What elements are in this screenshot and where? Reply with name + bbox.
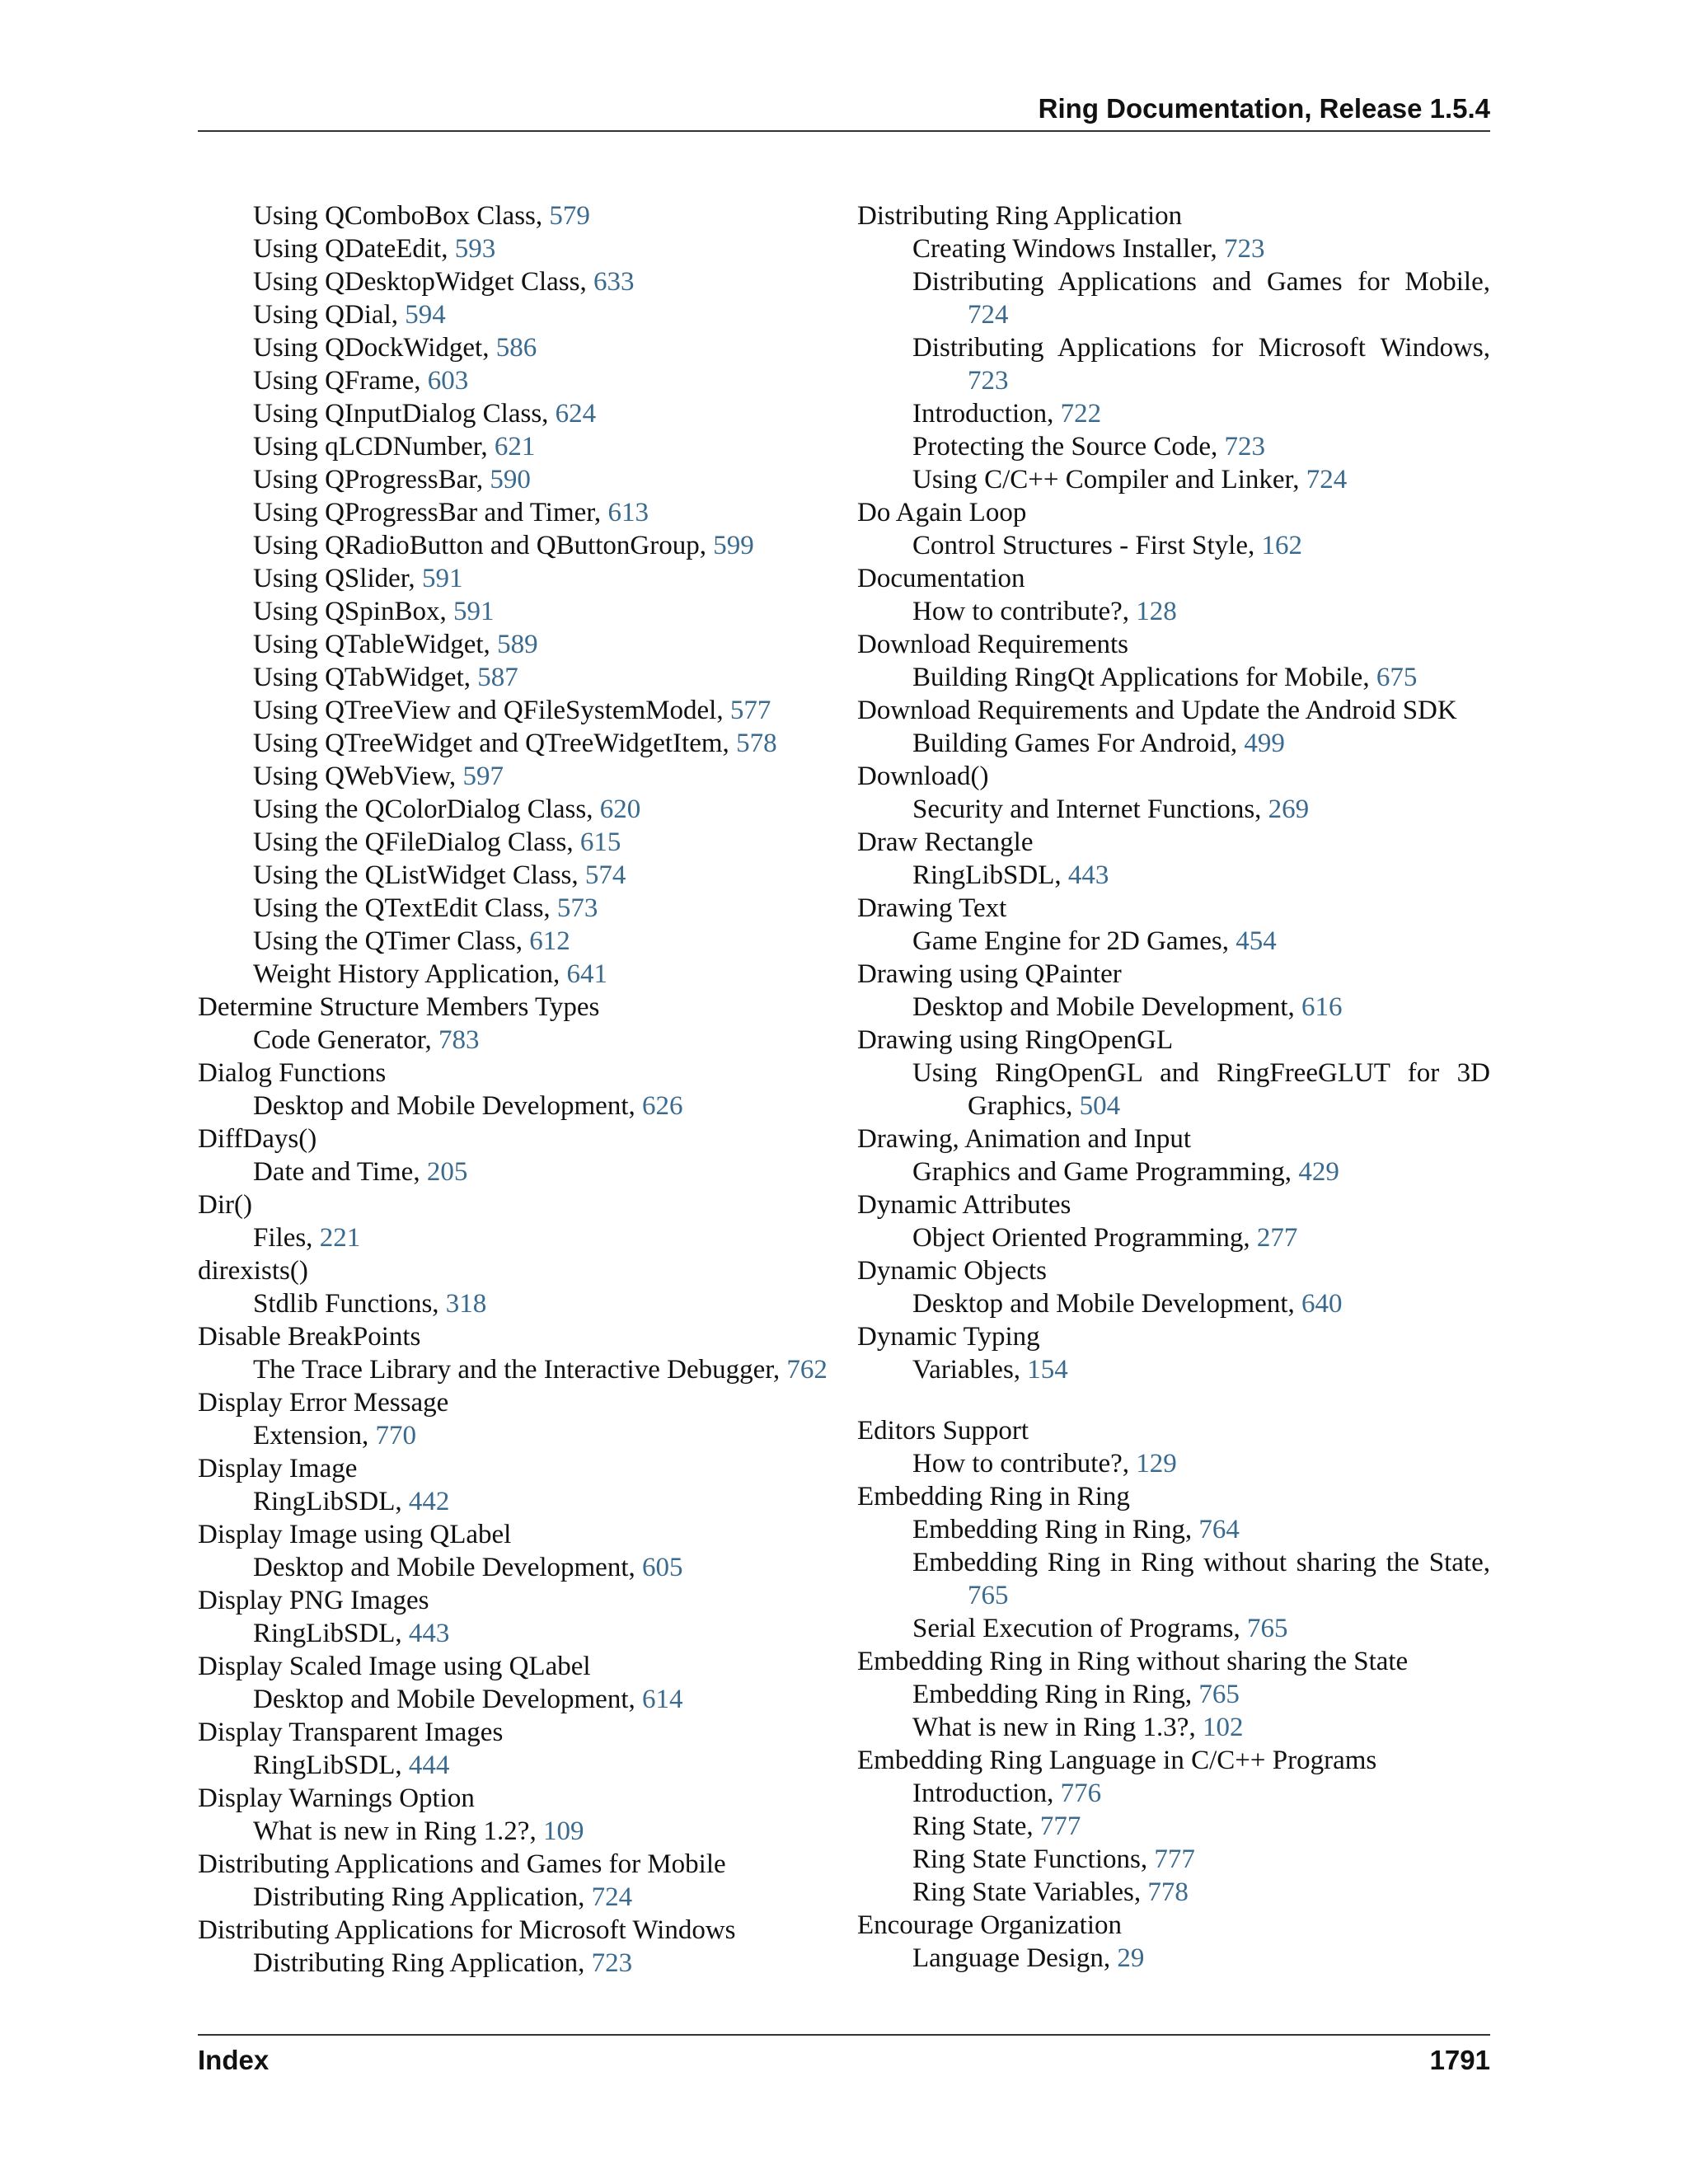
page-link[interactable]: 724 <box>1306 465 1348 494</box>
index-entry-text: Using QInputDialog Class, <box>253 399 556 429</box>
index-entry-text: Display Image using QLabel <box>198 1520 512 1549</box>
page-link[interactable]: 723 <box>591 1948 633 1978</box>
page-link[interactable]: 591 <box>452 597 495 626</box>
index-term <box>198 1452 839 1485</box>
header-rule <box>198 130 1490 132</box>
index-entry-text: Ring State Functions, <box>912 1844 1155 1874</box>
page-link[interactable]: 318 <box>445 1289 487 1319</box>
index-subentry <box>198 694 839 727</box>
page-link[interactable]: 205 <box>426 1157 468 1187</box>
index-entry-text: Display Warnings Option <box>198 1783 475 1813</box>
index-term <box>857 1024 1490 1057</box>
page-link[interactable]: 573 <box>556 893 598 923</box>
index-entry-text: Using qLCDNumber, <box>253 432 495 462</box>
index-entry-text: Distributing Ring Application <box>857 201 1183 231</box>
index-term <box>857 1254 1490 1287</box>
index-entry-text: Embedding Ring in Ring without sharing the State, <box>912 1548 1490 1577</box>
index-subentry <box>857 1711 1490 1744</box>
index-entry-text: Using QTreeView and QFileSystemModel, <box>253 696 730 725</box>
index-entry-text: Distributing Applications for Microsoft Windows, <box>912 333 1490 363</box>
index-subentry <box>198 1881 839 1914</box>
index-term <box>198 1254 839 1287</box>
index-term <box>857 1414 1490 1447</box>
index-entry-text: Using QDateEdit, <box>253 234 455 264</box>
index-entry-text: RingLibSDL, <box>253 1619 409 1648</box>
index-entry-text: Dynamic Attributes <box>857 1190 1071 1220</box>
index-term <box>198 1320 839 1353</box>
index-entry-text: Control Structures - First Style, <box>912 531 1262 560</box>
index-entry-text: Using QWebView, <box>253 762 463 791</box>
index-entry-text: Files, <box>253 1223 320 1253</box>
index-subentry <box>198 562 839 595</box>
index-term <box>857 760 1490 793</box>
index-term <box>198 1782 839 1815</box>
page-link[interactable]: 269 <box>1268 794 1310 824</box>
page-link[interactable]: 577 <box>729 696 771 725</box>
index-term <box>857 826 1490 859</box>
index-term <box>857 892 1490 925</box>
page-link[interactable]: 579 <box>549 201 590 231</box>
index-subentry <box>857 859 1490 892</box>
index-subentry <box>857 1057 1490 1122</box>
index-term <box>857 1188 1490 1221</box>
index-subentry <box>857 1777 1490 1810</box>
index-subentry <box>198 1947 839 1980</box>
page-link[interactable]: 723 <box>968 366 1009 396</box>
index-entry-text: direxists() <box>198 1256 308 1286</box>
page-link[interactable]: 442 <box>408 1487 450 1516</box>
running-header-title: Ring Documentation, Release 1.5.4 <box>1038 93 1490 124</box>
index-subentry <box>198 859 839 892</box>
index-subentry <box>198 628 839 661</box>
index-entry-text: Using QDockWidget, <box>253 333 496 363</box>
page-link[interactable]: 162 <box>1261 531 1302 560</box>
index-entry-text: Distributing Ring Application, <box>253 1948 592 1978</box>
index-entry-text: What is new in Ring 1.2?, <box>253 1816 543 1846</box>
index-entry-text: Introduction, <box>912 399 1061 429</box>
index-subentry <box>857 595 1490 628</box>
page-link[interactable]: 615 <box>579 827 621 857</box>
index-entry-text: Using QComboBox Class, <box>253 201 550 231</box>
index-subentry <box>198 331 839 364</box>
index-subentry <box>198 760 839 793</box>
index-term <box>857 199 1490 232</box>
index-entry-text: Using QSpinBox, <box>253 597 453 626</box>
index-subentry <box>198 1024 839 1057</box>
index-term <box>198 1057 839 1090</box>
index-entry-text: RingLibSDL, <box>912 860 1068 890</box>
page-link[interactable]: 778 <box>1147 1877 1189 1907</box>
page-link[interactable]: 777 <box>1039 1811 1081 1841</box>
index-subentry <box>198 1485 839 1518</box>
page-link[interactable]: 764 <box>1198 1515 1240 1544</box>
index-subentry <box>198 1617 839 1650</box>
index-entry-text: Encourage Organization <box>857 1910 1123 1940</box>
index-term <box>857 562 1490 595</box>
index-term <box>857 958 1490 991</box>
index-subentry <box>198 826 839 859</box>
page-link[interactable]: 616 <box>1301 992 1343 1022</box>
index-entry-text: Determine Structure Members Types <box>198 992 600 1022</box>
index-entry-text: Ring State Variables, <box>912 1877 1148 1907</box>
index-entry-text: Dynamic Objects <box>857 1256 1048 1286</box>
index-subentry <box>857 430 1490 463</box>
index-subentry <box>198 232 839 265</box>
index-entry-text: Security and Internet Functions, <box>912 794 1268 824</box>
index-entry-text: Protecting the Source Code, <box>912 432 1225 462</box>
page-link[interactable]: 154 <box>1027 1355 1068 1385</box>
index-term <box>857 496 1490 529</box>
index-subentry <box>198 397 839 430</box>
index-entry-text: Desktop and Mobile Development, <box>912 992 1301 1022</box>
index-subentry <box>857 925 1490 958</box>
index-entry-text: Dir() <box>198 1190 252 1220</box>
index-subentry <box>857 463 1490 496</box>
index-term <box>198 1188 839 1221</box>
index-subentry <box>857 1810 1490 1843</box>
index-subentry <box>198 595 839 628</box>
index-subentry <box>198 925 839 958</box>
index-entry-text: Language Design, <box>912 1943 1118 1973</box>
index-entry-text: Embedding Ring in Ring <box>857 1482 1130 1511</box>
page-link[interactable]: 770 <box>375 1421 416 1451</box>
page-link[interactable]: 722 <box>1060 399 1102 429</box>
index-subentry <box>198 1683 839 1716</box>
page-link[interactable]: 614 <box>642 1685 683 1714</box>
footer-page-number: 1791 <box>1429 2045 1490 2075</box>
page-link[interactable]: 762 <box>786 1355 828 1385</box>
index-term <box>857 1122 1490 1155</box>
page-link[interactable]: 620 <box>599 794 641 824</box>
index-entry-text: Ring State, <box>912 1811 1040 1841</box>
index-entry-text: Documentation <box>857 564 1025 593</box>
index-entry-text: RingLibSDL, <box>253 1487 409 1516</box>
index-entry-text: Download() <box>857 762 989 791</box>
index-entry-text: Using the QFileDialog Class, <box>253 827 580 857</box>
page-link[interactable]: 504 <box>1079 1091 1121 1121</box>
index-subentry <box>198 364 839 397</box>
index-entry-text: Using QTreeWidget and QTreeWidgetItem, <box>253 729 737 758</box>
index-entry-text: Embedding Ring in Ring, <box>912 1515 1199 1544</box>
index-subentry <box>198 793 839 826</box>
page-link[interactable]: 578 <box>736 729 777 758</box>
page-link[interactable]: 765 <box>1198 1680 1240 1709</box>
page-link[interactable]: 499 <box>1244 729 1285 758</box>
index-subentry <box>857 1843 1490 1876</box>
index-entry-text: Display Error Message <box>198 1388 449 1418</box>
index-column-left <box>198 199 839 1980</box>
page-link[interactable]: 597 <box>462 762 504 791</box>
index-term <box>198 1650 839 1683</box>
page-link[interactable]: 765 <box>1247 1614 1288 1643</box>
page-link[interactable]: 129 <box>1136 1449 1177 1479</box>
index-subentry <box>857 1546 1490 1612</box>
index-subentry <box>198 958 839 991</box>
index-subentry <box>198 1090 839 1122</box>
index-entry-text: Do Again Loop <box>857 498 1027 527</box>
page-link[interactable]: 626 <box>642 1091 683 1121</box>
index-subentry <box>198 463 839 496</box>
index-subentry <box>198 1419 839 1452</box>
index-entry-text: Dialog Functions <box>198 1058 387 1088</box>
index-entry-text: Drawing Text <box>857 893 1007 923</box>
index-subentry <box>857 1942 1490 1975</box>
index-subentry <box>857 1155 1490 1188</box>
index-entry-text: Distributing Applications and Games for Mobile <box>198 1849 726 1879</box>
index-subentry <box>198 727 839 760</box>
index-entry-text: Distributing Applications for Microsoft Windows <box>198 1915 736 1945</box>
index-entry-text: Embedding Ring Language in C/C++ Programs <box>857 1746 1377 1775</box>
index-entry-text: Code Generator, <box>253 1025 439 1055</box>
index-term <box>198 1584 839 1617</box>
index-entry-text: DiffDays() <box>198 1124 317 1154</box>
index-entry-text: Desktop and Mobile Development, <box>912 1289 1301 1319</box>
index-subentry <box>857 727 1490 760</box>
index-term <box>857 1909 1490 1942</box>
page-link[interactable]: 723 <box>1224 432 1266 462</box>
footer-section-label: Index <box>198 2045 270 2075</box>
page-link[interactable]: 109 <box>542 1816 584 1846</box>
index-entry-text: Serial Execution of Programs, <box>912 1614 1247 1643</box>
index-entry-text: Draw Rectangle <box>857 827 1034 857</box>
index-entry-text: Graphics and Game Programming, <box>912 1157 1299 1187</box>
index-entry-text: Drawing using QPainter <box>857 959 1122 989</box>
index-subentry <box>198 1221 839 1254</box>
page-link[interactable]: 443 <box>1067 860 1109 890</box>
index-entry-text: Embedding Ring in Ring, <box>912 1680 1199 1709</box>
index-entry-text: Display Scaled Image using QLabel <box>198 1652 591 1681</box>
index-entry-text: Extension, <box>253 1421 376 1451</box>
page-link[interactable]: 590 <box>490 465 531 494</box>
page-link[interactable]: 277 <box>1256 1223 1298 1253</box>
index-entry-text: Creating Windows Installer, <box>912 234 1225 264</box>
index-entry-text: Distributing Applications and Games for Mobile, <box>912 267 1490 297</box>
page-link[interactable]: 587 <box>477 663 518 692</box>
page-link[interactable]: 612 <box>529 926 570 956</box>
page-link[interactable]: 429 <box>1298 1157 1339 1187</box>
index-entry-text: Introduction, <box>912 1779 1061 1808</box>
index-entry-text: Using the QTimer Class, <box>253 926 530 956</box>
page-link[interactable]: 599 <box>713 531 754 560</box>
index-term <box>857 1645 1490 1678</box>
index-subentry <box>198 1815 839 1848</box>
page-link[interactable]: 589 <box>497 630 538 659</box>
index-entry-text: Using QProgressBar and Timer, <box>253 498 608 527</box>
index-subentry <box>857 232 1490 265</box>
index-term <box>198 1848 839 1881</box>
index-entry-text: Using QProgressBar, <box>253 465 490 494</box>
index-entry-text: What is new in Ring 1.3?, <box>912 1713 1203 1742</box>
index-subentry <box>857 1876 1490 1909</box>
index-letter-gap <box>857 1386 1490 1414</box>
index-entry-text: Display Image <box>198 1454 358 1483</box>
index-entry-text: Using the QListWidget Class, <box>253 860 585 890</box>
index-subentry <box>857 991 1490 1024</box>
index-subentry <box>857 265 1490 331</box>
index-subentry <box>857 1353 1490 1386</box>
index-subentry <box>198 1353 839 1386</box>
index-subentry <box>198 496 839 529</box>
index-entry-text: Using C/C++ Compiler and Linker, <box>912 465 1306 494</box>
index-entry-text: The Trace Library and the Interactive Debugger, <box>253 1355 787 1385</box>
index-column-right <box>857 199 1490 1975</box>
index-entry-text: Date and Time, <box>253 1157 427 1187</box>
page-link[interactable]: 613 <box>607 498 649 527</box>
page-link[interactable]: 724 <box>968 300 1009 330</box>
index-entry-text: Using RingOpenGL and RingFreeGLUT for 3D Graphics, <box>912 1058 1490 1121</box>
index-entry-text: Editors Support <box>857 1416 1029 1446</box>
index-entry-text: How to contribute?, <box>912 597 1137 626</box>
index-subentry <box>857 1447 1490 1480</box>
index-entry-text: How to contribute?, <box>912 1449 1137 1479</box>
index-entry-text: Using QDial, <box>253 300 406 330</box>
page-link[interactable]: 723 <box>1224 234 1265 264</box>
index-term <box>198 1122 839 1155</box>
page-link[interactable]: 776 <box>1060 1779 1102 1808</box>
index-subentry <box>198 1155 839 1188</box>
index-subentry <box>857 1612 1490 1645</box>
index-entry-text: Using QTabWidget, <box>253 663 478 692</box>
index-entry-text: Disable BreakPoints <box>198 1322 421 1352</box>
index-subentry <box>857 1221 1490 1254</box>
page-link[interactable]: 594 <box>405 300 446 330</box>
index-entry-text: Dynamic Typing <box>857 1322 1040 1352</box>
page-link[interactable]: 586 <box>495 333 537 363</box>
index-entry-text: Game Engine for 2D Games, <box>912 926 1236 956</box>
page-link[interactable]: 221 <box>319 1223 361 1253</box>
index-subentry <box>857 331 1490 397</box>
page-link[interactable]: 621 <box>494 432 536 462</box>
index-term <box>857 694 1490 727</box>
index-term <box>198 1914 839 1947</box>
page-link[interactable]: 591 <box>421 564 463 593</box>
index-term <box>857 1480 1490 1513</box>
index-entry-text: RingLibSDL, <box>253 1750 409 1780</box>
index-entry-text: Desktop and Mobile Development, <box>253 1553 642 1582</box>
index-subentry <box>198 1287 839 1320</box>
page-link[interactable]: 633 <box>593 267 635 297</box>
index-subentry <box>198 1749 839 1782</box>
index-subentry <box>198 892 839 925</box>
index-term <box>857 1744 1490 1777</box>
page-link[interactable]: 128 <box>1136 597 1177 626</box>
index-term <box>198 1716 839 1749</box>
page-link[interactable]: 593 <box>454 234 496 264</box>
index-subentry <box>857 793 1490 826</box>
index-entry-text: Object Oriented Programming, <box>912 1223 1257 1253</box>
index-entry-text: Display Transparent Images <box>198 1718 504 1747</box>
page-link[interactable]: 641 <box>566 959 607 989</box>
page-link[interactable]: 603 <box>427 366 469 396</box>
page-link[interactable]: 444 <box>408 1750 450 1780</box>
page-link[interactable]: 765 <box>968 1581 1009 1610</box>
index-entry-text: Building Games For Android, <box>912 729 1245 758</box>
index-entry-text: Variables, <box>912 1355 1028 1385</box>
index-entry-text: Weight History Application, <box>253 959 567 989</box>
index-entry-text: Drawing, Animation and Input <box>857 1124 1192 1154</box>
index-subentry <box>198 1551 839 1584</box>
index-subentry <box>857 529 1490 562</box>
index-entry-text: Stdlib Functions, <box>253 1289 446 1319</box>
index-entry-text: Download Requirements <box>857 630 1129 659</box>
index-subentry <box>198 430 839 463</box>
index-term <box>857 628 1490 661</box>
page-link[interactable]: 29 <box>1117 1943 1145 1973</box>
index-entry-text: Drawing using RingOpenGL <box>857 1025 1174 1055</box>
index-entry-text: Building RingQt Applications for Mobile, <box>912 663 1376 692</box>
index-subentry <box>857 1678 1490 1711</box>
index-entry-text: Display PNG Images <box>198 1586 429 1615</box>
index-entry-text: Using QRadioButton and QButtonGroup, <box>253 531 714 560</box>
index-entry-text: Embedding Ring in Ring without sharing the State <box>857 1647 1409 1676</box>
page-link[interactable]: 640 <box>1301 1289 1343 1319</box>
page-link[interactable]: 574 <box>584 860 626 890</box>
footer-rule <box>198 2034 1490 2036</box>
index-entry-text: Using the QColorDialog Class, <box>253 794 600 824</box>
index-term <box>857 1320 1490 1353</box>
page-link[interactable]: 454 <box>1236 926 1277 956</box>
page-link[interactable]: 777 <box>1154 1844 1195 1874</box>
index-term <box>198 1518 839 1551</box>
index-entry-text: Using the QTextEdit Class, <box>253 893 557 923</box>
index-entry-text: Using QTableWidget, <box>253 630 498 659</box>
index-entry-text: Desktop and Mobile Development, <box>253 1091 642 1121</box>
index-subentry <box>857 1287 1490 1320</box>
page-link[interactable]: 724 <box>591 1882 633 1912</box>
page-link[interactable]: 605 <box>642 1553 683 1582</box>
index-subentry <box>857 397 1490 430</box>
index-subentry <box>198 529 839 562</box>
index-term <box>198 991 839 1024</box>
index-entry-text: Distributing Ring Application, <box>253 1882 592 1912</box>
index-entry-text: Download Requirements and Update the Android SDK <box>857 696 1457 725</box>
index-subentry <box>198 298 839 331</box>
page-link[interactable]: 624 <box>555 399 597 429</box>
index-term <box>198 1386 839 1419</box>
index-subentry <box>198 661 839 694</box>
index-subentry <box>198 199 839 232</box>
page-link[interactable]: 443 <box>408 1619 450 1648</box>
index-entry-text: Using QDesktopWidget Class, <box>253 267 593 297</box>
page-link[interactable]: 675 <box>1376 663 1418 692</box>
index-subentry <box>857 661 1490 694</box>
index-entry-text: Desktop and Mobile Development, <box>253 1685 642 1714</box>
index-subentry <box>198 265 839 298</box>
index-subentry <box>857 1513 1490 1546</box>
index-entry-text: Using QSlider, <box>253 564 422 593</box>
index-entry-text: Using QFrame, <box>253 366 428 396</box>
page-link[interactable]: 783 <box>438 1025 480 1055</box>
page-link[interactable]: 102 <box>1202 1713 1244 1742</box>
